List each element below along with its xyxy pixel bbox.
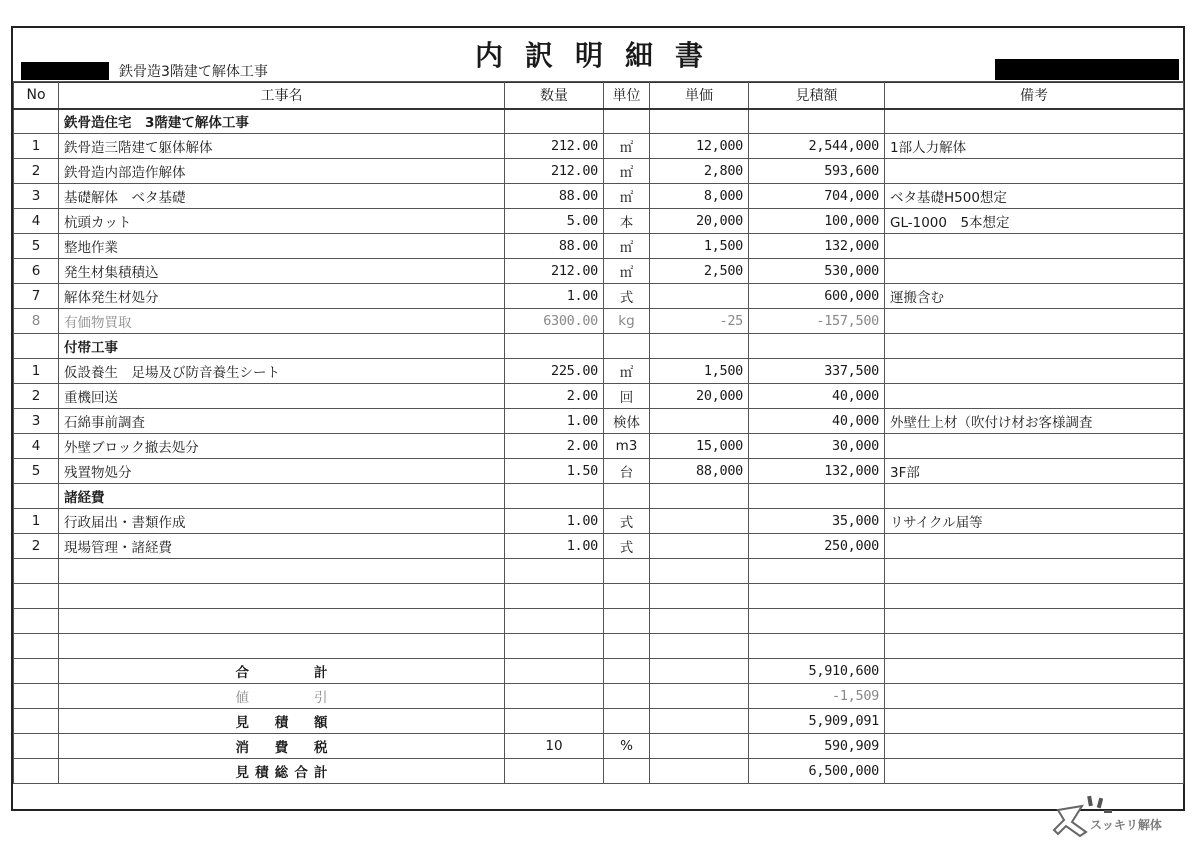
row-note bbox=[885, 384, 1184, 409]
section-title: 鉄骨造住宅 3階建て解体工事 bbox=[59, 109, 505, 134]
breakdown-table bbox=[13, 81, 1184, 784]
estimate-sheet bbox=[11, 26, 1185, 811]
row-amount: 30,000 bbox=[749, 434, 885, 459]
grand-total-row bbox=[14, 759, 1184, 784]
row-name: 行政届出・書類作成 bbox=[59, 509, 505, 534]
row-amount: 600,000 bbox=[749, 284, 885, 309]
redacted-client-name bbox=[21, 62, 109, 80]
col-name: 工事名 bbox=[59, 82, 505, 109]
row-unit: ㎡ bbox=[604, 259, 650, 284]
row-name: 現場管理・諸経費 bbox=[59, 534, 505, 559]
row-amount: 530,000 bbox=[749, 259, 885, 284]
row-no: 4 bbox=[14, 209, 59, 234]
project-name: 鉄骨造3階建て解体工事 bbox=[119, 64, 268, 80]
row-no: 6 bbox=[14, 259, 59, 284]
table-row bbox=[14, 234, 1184, 259]
row-unit-price bbox=[650, 284, 749, 309]
blank-row bbox=[14, 634, 1184, 659]
row-note: 運搬含む bbox=[885, 284, 1184, 309]
row-amount: 40,000 bbox=[749, 409, 885, 434]
row-amount: 40,000 bbox=[749, 384, 885, 409]
row-qty: 1.50 bbox=[505, 459, 604, 484]
section-title: 諸経費 bbox=[59, 484, 505, 509]
discount-row bbox=[14, 684, 1184, 709]
row-name: 石綿事前調査 bbox=[59, 409, 505, 434]
row-qty: 212.00 bbox=[505, 259, 604, 284]
row-unit-price: 20,000 bbox=[650, 384, 749, 409]
row-name: 重機回送 bbox=[59, 384, 505, 409]
row-name: 外壁ブロック撤去処分 bbox=[59, 434, 505, 459]
blank-row bbox=[14, 584, 1184, 609]
row-no: 7 bbox=[14, 284, 59, 309]
tax-value: 590,909 bbox=[749, 734, 885, 759]
row-unit: 台 bbox=[604, 459, 650, 484]
row-unit: 本 bbox=[604, 209, 650, 234]
brand-watermark bbox=[1052, 792, 1182, 840]
row-unit: ㎡ bbox=[604, 234, 650, 259]
row-amount: 593,600 bbox=[749, 159, 885, 184]
row-name: 有価物買取 bbox=[59, 309, 505, 334]
row-amount: -157,500 bbox=[749, 309, 885, 334]
row-unit-price: 2,500 bbox=[650, 259, 749, 284]
table-row bbox=[14, 509, 1184, 534]
table-row bbox=[14, 134, 1184, 159]
col-unit: 単位 bbox=[604, 82, 650, 109]
row-qty: 5.00 bbox=[505, 209, 604, 234]
row-amount: 704,000 bbox=[749, 184, 885, 209]
col-unit-price: 単価 bbox=[650, 82, 749, 109]
discount-label: 値引 bbox=[235, 690, 328, 706]
row-unit: ㎡ bbox=[604, 134, 650, 159]
subtotal-row bbox=[14, 659, 1184, 684]
column-header-row bbox=[14, 82, 1184, 109]
row-amount: 132,000 bbox=[749, 459, 885, 484]
row-no: 1 bbox=[14, 509, 59, 534]
row-no: 5 bbox=[14, 234, 59, 259]
table-row bbox=[14, 459, 1184, 484]
row-name: 解体発生材処分 bbox=[59, 284, 505, 309]
row-name: 鉄骨造三階建て躯体解体 bbox=[59, 134, 505, 159]
row-amount: 250,000 bbox=[749, 534, 885, 559]
row-unit-price bbox=[650, 409, 749, 434]
row-name: 発生材集積積込 bbox=[59, 259, 505, 284]
row-unit-price bbox=[650, 534, 749, 559]
row-unit: 式 bbox=[604, 284, 650, 309]
row-note bbox=[885, 359, 1184, 384]
row-note: リサイクル届等 bbox=[885, 509, 1184, 534]
estimate-value: 5,909,091 bbox=[749, 709, 885, 734]
row-unit-price: 8,000 bbox=[650, 184, 749, 209]
row-no: 2 bbox=[14, 384, 59, 409]
row-no: 2 bbox=[14, 534, 59, 559]
section-header-row bbox=[14, 334, 1184, 359]
row-unit: 式 bbox=[604, 534, 650, 559]
row-no: 4 bbox=[14, 434, 59, 459]
row-unit: kg bbox=[604, 309, 650, 334]
row-qty: 225.00 bbox=[505, 359, 604, 384]
row-no: 1 bbox=[14, 134, 59, 159]
row-qty: 1.00 bbox=[505, 284, 604, 309]
section-title: 付帯工事 bbox=[59, 334, 505, 359]
row-name: 残置物処分 bbox=[59, 459, 505, 484]
grand-total-label: 見積総合計 bbox=[235, 765, 328, 781]
tax-rate-unit: % bbox=[604, 734, 650, 759]
row-unit-price: 88,000 bbox=[650, 459, 749, 484]
row-no: 3 bbox=[14, 409, 59, 434]
table-row bbox=[14, 284, 1184, 309]
row-note: 3F部 bbox=[885, 459, 1184, 484]
redacted-company-name bbox=[995, 59, 1179, 80]
row-no: 3 bbox=[14, 184, 59, 209]
row-note: ベタ基礎H500想定 bbox=[885, 184, 1184, 209]
row-no: 1 bbox=[14, 359, 59, 384]
row-qty: 2.00 bbox=[505, 384, 604, 409]
row-amount: 100,000 bbox=[749, 209, 885, 234]
row-no: 8 bbox=[14, 309, 59, 334]
row-note bbox=[885, 309, 1184, 334]
row-unit-price: 20,000 bbox=[650, 209, 749, 234]
blank-row bbox=[14, 559, 1184, 584]
row-unit-price: 1,500 bbox=[650, 359, 749, 384]
title-band bbox=[13, 28, 1183, 83]
row-qty: 2.00 bbox=[505, 434, 604, 459]
row-unit-price: 15,000 bbox=[650, 434, 749, 459]
watermark-text: スッキリ解体 bbox=[1090, 818, 1162, 832]
row-name: 基礎解体 ベタ基礎 bbox=[59, 184, 505, 209]
row-name: 整地作業 bbox=[59, 234, 505, 259]
estimate-label: 見積額 bbox=[235, 715, 328, 731]
row-unit: ㎡ bbox=[604, 184, 650, 209]
row-qty: 88.00 bbox=[505, 234, 604, 259]
tax-row bbox=[14, 734, 1184, 759]
row-unit: ㎡ bbox=[604, 159, 650, 184]
row-no: 5 bbox=[14, 459, 59, 484]
subtotal-label: 合計 bbox=[235, 665, 328, 681]
row-unit: 回 bbox=[604, 384, 650, 409]
row-unit-price: 1,500 bbox=[650, 234, 749, 259]
estimate-row bbox=[14, 709, 1184, 734]
table-row bbox=[14, 184, 1184, 209]
row-qty: 6300.00 bbox=[505, 309, 604, 334]
row-note bbox=[885, 234, 1184, 259]
row-amount: 2,544,000 bbox=[749, 134, 885, 159]
col-note: 備考 bbox=[885, 82, 1184, 109]
row-amount: 35,000 bbox=[749, 509, 885, 534]
col-qty: 数量 bbox=[505, 82, 604, 109]
row-note: 1部人力解体 bbox=[885, 134, 1184, 159]
section-header-row bbox=[14, 484, 1184, 509]
row-unit: 式 bbox=[604, 509, 650, 534]
row-unit: 検体 bbox=[604, 409, 650, 434]
row-name: 仮設養生 足場及び防音養生シート bbox=[59, 359, 505, 384]
document-title: 内訳明細書 bbox=[475, 39, 726, 72]
table-row bbox=[14, 409, 1184, 434]
row-unit-price: 2,800 bbox=[650, 159, 749, 184]
table-row bbox=[14, 534, 1184, 559]
table-row bbox=[14, 384, 1184, 409]
col-amount: 見積額 bbox=[749, 82, 885, 109]
row-qty: 212.00 bbox=[505, 159, 604, 184]
row-qty: 212.00 bbox=[505, 134, 604, 159]
table-row bbox=[14, 309, 1184, 334]
col-no: No bbox=[14, 82, 59, 109]
blank-row bbox=[14, 609, 1184, 634]
row-note bbox=[885, 259, 1184, 284]
row-note: GL-1000 5本想定 bbox=[885, 209, 1184, 234]
subtotal-value: 5,910,600 bbox=[749, 659, 885, 684]
row-unit: m3 bbox=[604, 434, 650, 459]
row-qty: 1.00 bbox=[505, 534, 604, 559]
row-amount: 337,500 bbox=[749, 359, 885, 384]
row-amount: 132,000 bbox=[749, 234, 885, 259]
row-note bbox=[885, 534, 1184, 559]
row-note bbox=[885, 159, 1184, 184]
tax-rate: 10 bbox=[505, 734, 604, 759]
table-row bbox=[14, 209, 1184, 234]
table-row bbox=[14, 159, 1184, 184]
row-qty: 1.00 bbox=[505, 509, 604, 534]
row-name: 鉄骨造内部造作解体 bbox=[59, 159, 505, 184]
row-qty: 88.00 bbox=[505, 184, 604, 209]
row-name: 杭頭カット bbox=[59, 209, 505, 234]
row-no: 2 bbox=[14, 159, 59, 184]
section-header-row bbox=[14, 109, 1184, 134]
row-note bbox=[885, 434, 1184, 459]
table-row bbox=[14, 259, 1184, 284]
discount-value: -1,509 bbox=[749, 684, 885, 709]
row-qty: 1.00 bbox=[505, 409, 604, 434]
row-unit-price bbox=[650, 509, 749, 534]
tax-label: 消費税 bbox=[235, 740, 328, 756]
row-unit-price: -25 bbox=[650, 309, 749, 334]
table-row bbox=[14, 434, 1184, 459]
row-note: 外壁仕上材（吹付け材お客様調査 bbox=[885, 409, 1184, 434]
grand-total-value: 6,500,000 bbox=[749, 759, 885, 784]
row-unit: ㎡ bbox=[604, 359, 650, 384]
table-row bbox=[14, 359, 1184, 384]
row-unit-price: 12,000 bbox=[650, 134, 749, 159]
